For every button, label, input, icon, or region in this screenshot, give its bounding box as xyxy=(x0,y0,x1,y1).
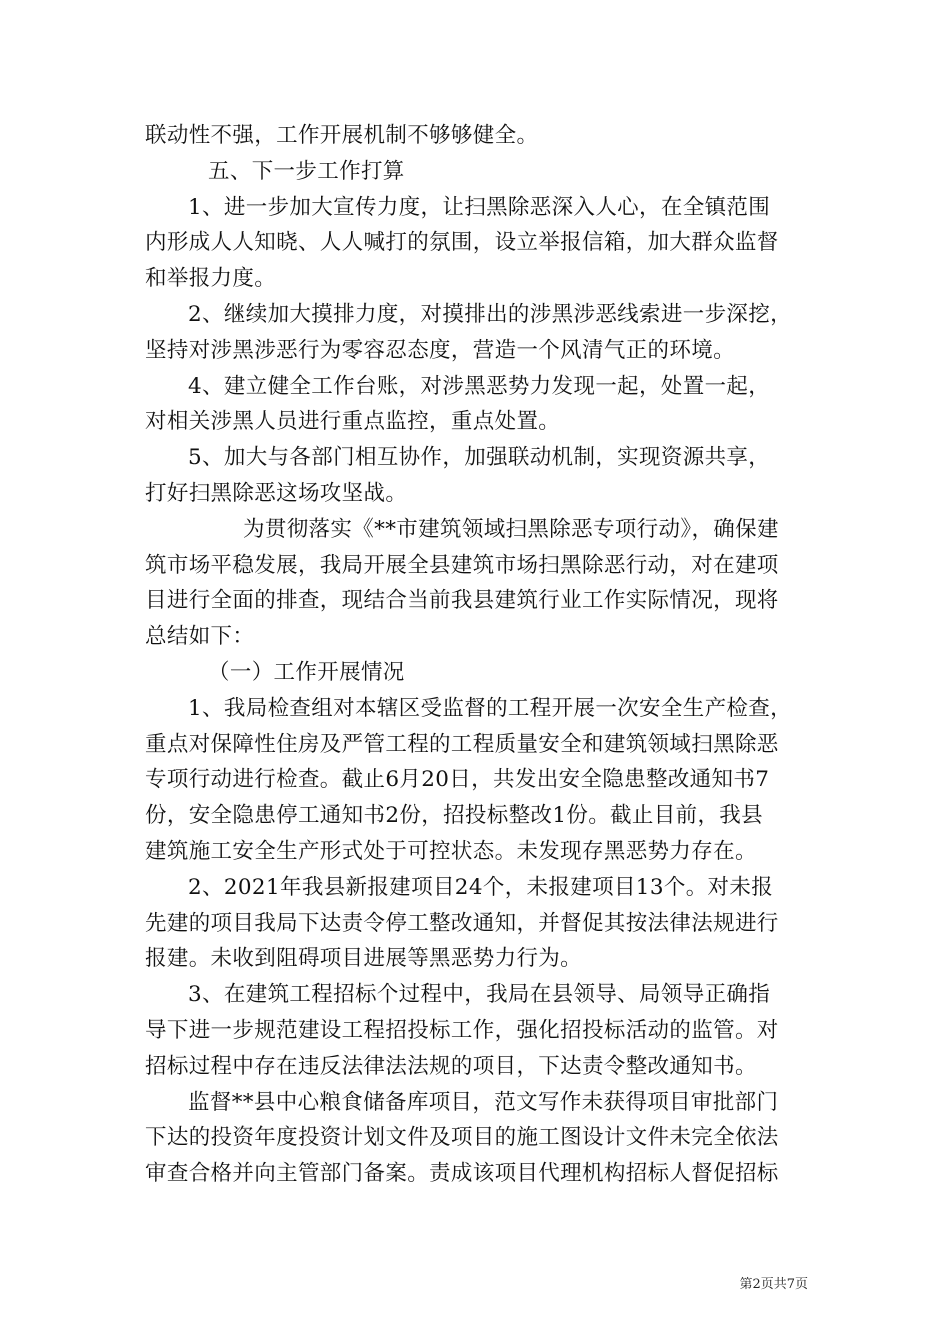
text-line: 目进行全面的排查，现结合当前我县建筑行业工作实际情况，现将 xyxy=(145,588,779,614)
text-line: 重点对保障性住房及严管工程的工程质量安全和建筑领域扫黑除恶 xyxy=(145,731,779,757)
text-line: 先建的项目我局下达责令停工整改通知，并督促其按法律法规进行 xyxy=(145,910,779,936)
section-heading: 五、下一步工作打算 xyxy=(208,158,405,184)
text-line: 专项行动进行检查。截止6月20日，共发出安全隐患整改通知书7 xyxy=(145,767,770,793)
text-line: 份，安全隐患停工通知书2份，招投标整改1份。截止目前，我县 xyxy=(145,803,764,829)
text-line: 对相关涉黑人员进行重点监控，重点处置。 xyxy=(145,409,561,435)
page-number: 第2页共7页 xyxy=(739,1277,808,1292)
text-line: 1、进一步加大宣传力度，让扫黑除恶深入人心，在全镇范围 xyxy=(188,194,771,220)
text-line: 联动性不强，工作开展机制不够够健全。 xyxy=(145,123,539,148)
text-line: 监督**县中心粮食储备库项目，范文写作未获得项目审批部门 xyxy=(188,1089,779,1115)
text-line: 3、在建筑工程招标个过程中，我局在县领导、局领导正确指 xyxy=(188,982,771,1008)
text-line: 2、继续加大摸排力度，对摸排出的涉黑涉恶线索进一步深挖， xyxy=(188,301,792,327)
text-line: 报建。未收到阻碍项目进展等黑恶势力行为。 xyxy=(145,946,583,972)
text-line: 招标过程中存在违反法律法法规的项目，下达责令整改通知书。 xyxy=(145,1053,757,1079)
text-line: 下达的投资年度投资计划文件及项目的施工图设计文件未完全依法 xyxy=(145,1125,779,1151)
text-line: 为贯彻落实《**市建筑领域扫黑除恶专项行动》，确保建 xyxy=(243,516,779,542)
text-line: 总结如下： xyxy=(145,624,255,650)
text-line: 打好扫黑除恶这场攻坚战。 xyxy=(145,480,408,506)
text-line: 2、2021年我县新报建项目24个，未报建项目13个。对未报 xyxy=(188,874,774,900)
text-line: 内形成人人知晓、人人喊打的氛围，设立举报信箱，加大群众监督 xyxy=(145,230,779,256)
text-line: 和举报力度。 xyxy=(145,266,277,292)
text-line: 5、加大与各部门相互协作，加强联动机制，实现资源共享， xyxy=(188,445,771,471)
text-line: 4、建立健全工作台账，对涉黑恶势力发现一起，处置一起， xyxy=(188,373,771,399)
text-line: 建筑施工安全生产形式处于可控状态。未发现存黑恶势力存在。 xyxy=(145,838,757,864)
text-line: 筑市场平稳发展，我局开展全县建筑市场扫黑除恶行动，对在建项 xyxy=(145,552,779,578)
text-line: 坚持对涉黑涉恶行为零容忍态度，营造一个风清气正的环境。 xyxy=(145,337,735,363)
text-line: 1、我局检查组对本辖区受监督的工程开展一次安全生产检查， xyxy=(188,695,792,721)
text-line: 审查合格并向主管部门备案。责成该项目代理机构招标人督促招标 xyxy=(145,1161,779,1187)
text-line: 导下进一步规范建设工程招投标工作，强化招投标活动的监管。对 xyxy=(145,1017,779,1043)
section-heading: （一）工作开展情况 xyxy=(208,659,405,685)
document-body xyxy=(145,118,810,1192)
